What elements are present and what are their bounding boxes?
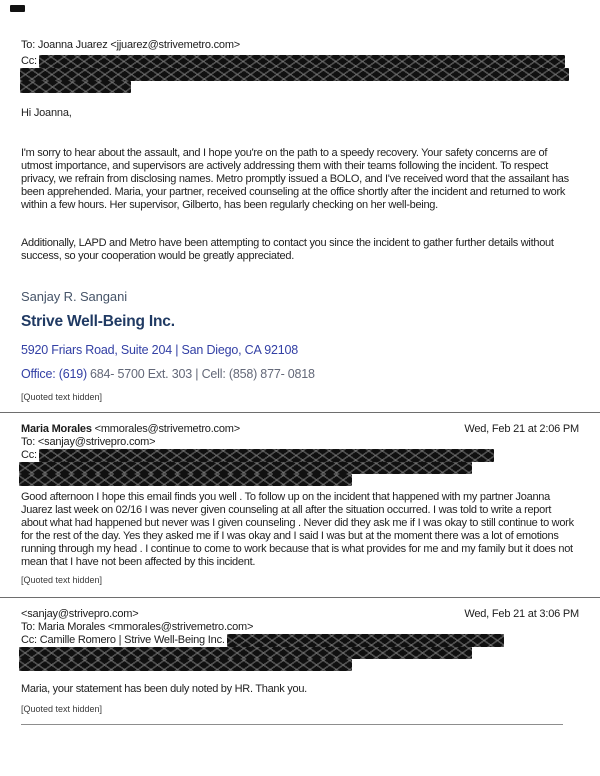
email-1-to-line: To: Joanna Juarez <jjuarez@strivemetro.com> — [21, 39, 241, 51]
email-3-date: Wed, Feb 21 at 3:06 PM — [464, 608, 579, 620]
email-3-quoted-text-note: [Quoted text hidden] — [21, 704, 103, 714]
thread-divider — [0, 412, 600, 413]
email-2-from-row — [21, 423, 579, 436]
redaction-bar — [39, 55, 565, 68]
thread-end-divider — [21, 724, 563, 725]
email-1-paragraph-2: Additionally, LAPD and Metro have been attempting to contact you since the incident to gather further details without success, so your cooperation would be greatly appreciated. — [21, 237, 554, 262]
email-2-quoted-text-note: [Quoted text hidden] — [21, 575, 103, 585]
signature-phone-line — [21, 367, 579, 381]
email-1-cc-redaction-block — [21, 55, 579, 93]
email-3-from-row — [21, 608, 579, 621]
signature-name: Sanjay R. Sangani — [21, 289, 127, 304]
email-3-to-line: To: Maria Morales <mmorales@strivemetro.com> — [21, 621, 254, 633]
redaction-bar — [19, 474, 352, 486]
redaction-bar — [19, 462, 472, 474]
email-2-from-address: <mmorales@strivemetro.com> — [94, 423, 240, 435]
email-2-body: Good afternoon I hope this email finds you well . To follow up on the incident that happened with my partner Joanna Juarez last week on 02/16 I was never given counseling at all after the situation occurred. I was told to write a report about what had happened but never was I given counseling . Never did they ask me if I was okay to still continue to work for the rest of the day. Yes they asked me if I was okay and I said I was but at the moment there was a lot of emotions running through my head . I continue to come to work because that is what provides for me and my family but it does not mean that I have not been affected by this incident. — [21, 491, 574, 568]
email-3-cc-redaction-block — [21, 634, 579, 671]
signature-address: 5920 Friars Road, Suite 204 | San Diego, CA 92108 — [21, 343, 298, 357]
email-3-body: Maria, your statement has been duly noted by HR. Thank you. — [21, 683, 307, 695]
email-2-cc-label: Cc: — [21, 449, 37, 461]
email-1 — [0, 39, 600, 402]
email-3-cc-line: Cc: Camille Romero | Strive Well-Being Inc. — [21, 634, 225, 646]
top-left-redaction-mark — [10, 5, 25, 12]
redaction-bar — [227, 634, 504, 647]
signature-phone-numbers: 684- 5700 Ext. 303 | Cell: (858) 877- 0818 — [89, 367, 315, 381]
email-2 — [0, 423, 600, 585]
redaction-bar — [39, 449, 494, 462]
email-1-cc-label: Cc: — [21, 55, 37, 67]
email-2-cc-redaction-block — [21, 449, 579, 486]
redaction-bar — [20, 81, 131, 93]
email-3-from-address: <sanjay@strivepro.com> — [21, 608, 139, 620]
email-1-greeting: Hi Joanna, — [21, 107, 72, 119]
email-3 — [0, 608, 600, 725]
email-1-paragraph-1: I'm sorry to hear about the assault, and I hope you're on the path to a speedy recovery. Your safety concerns are of utmost importance, and supervisors are actively addressing them with their teams following the incident. To respect privacy, we refrain from disclosing names. Metro promptly issued a BOLO, and I've received word that the assailant has been apprehended. Maria, your partner, received counseling at the office shortly after the incident and returned to work within a few hours. Her supervisor, Gilberto, has been regularly checking on her well-being. — [21, 147, 569, 211]
thread-divider — [0, 597, 600, 598]
signature-office-label: Office: (619) — [21, 367, 87, 381]
email-2-from-name: Maria Morales — [21, 423, 92, 435]
redaction-bar — [20, 68, 569, 81]
email-2-to-line: To: <sanjay@strivepro.com> — [21, 436, 156, 448]
email-2-date: Wed, Feb 21 at 2:06 PM — [464, 423, 579, 435]
email-1-quoted-text-note: [Quoted text hidden] — [21, 392, 103, 402]
signature-company: Strive Well-Being Inc. — [21, 313, 175, 330]
redaction-bar — [19, 647, 472, 659]
redaction-bar — [19, 659, 352, 671]
